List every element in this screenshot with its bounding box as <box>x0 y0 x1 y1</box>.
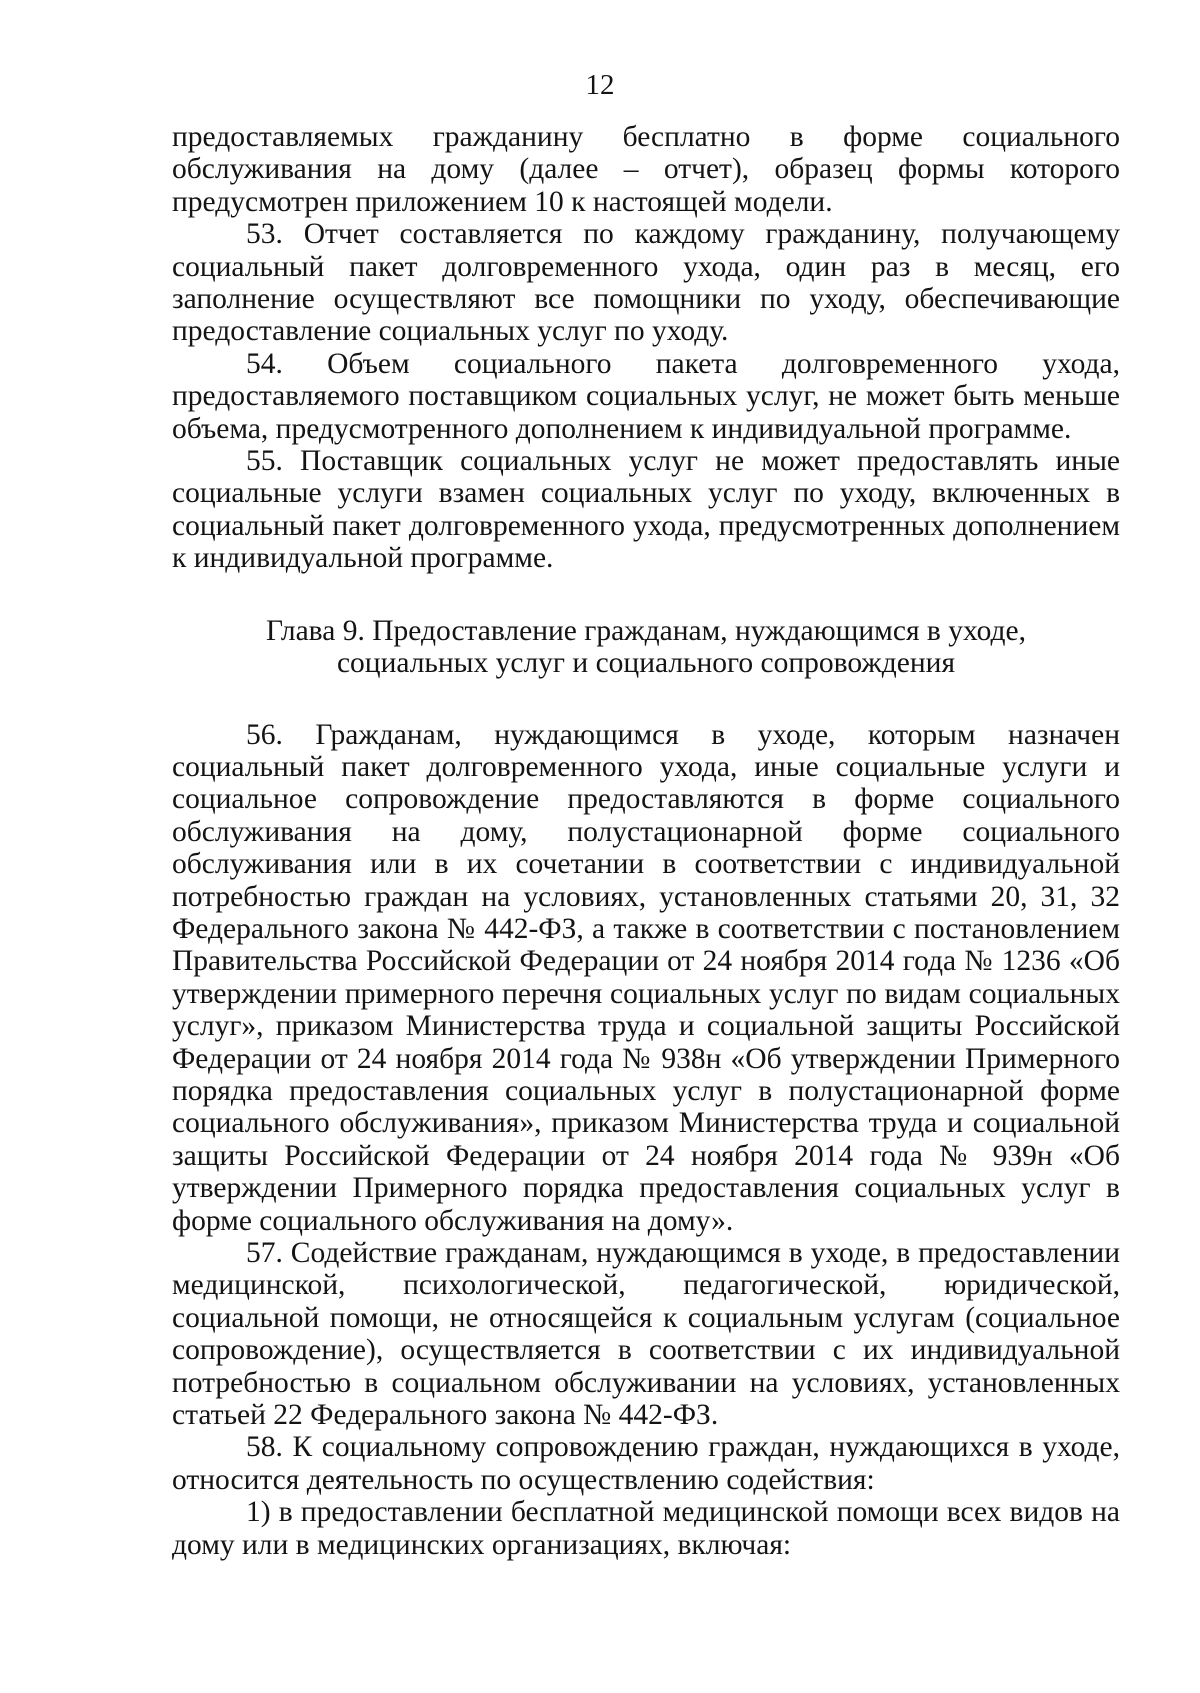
paragraph-56: 56. Гражданам, нуждающимся в уходе, которым назначен социальный пакет долговременного ухода, иные социальные услуги и социальное сопровождение предоставляются в форме социального обслуживания на дому, полустационарной форме социального обслуживания или в их сочетании в соответствии с индивидуальной потребностью граждан на условиях, установленных статьями 20, 31, 32 Федерального закона № 442-ФЗ, а также в соответствии с постановлением Правительства Российской Федерации от 24 ноября 2014 года № 1236 «Об утверждении примерного перечня социальных услуг по видам социальных услуг», приказом Министерства труда и социальной защиты Российской Федерации от 24 ноября 2014 года № 938н «Об утверждении Примерного порядка предоставления социальных услуг в полустационарной форме социального обслуживания», приказом Министерства труда и социальной защиты Российской Федерации от 24 ноября 2014 года № 939н «Об утверждении Примерного порядка предоставления социальных услуг в форме социального обслуживания на дому». <box>172 718 1120 1237</box>
paragraph-58-item-1: 1) в предоставлении бесплатной медицинской помощи всех видов на дому или в медицинских организациях, включая: <box>172 1496 1120 1561</box>
chapter-heading-line-2: социальных услуг и социального сопровождения <box>336 647 956 680</box>
paragraph-54: 54. Объем социального пакета долговременного ухода, предоставляемого поставщиком социальных услуг, не может быть меньше объема, предусмотренного дополнением к индивидуальной программе. <box>172 347 1120 445</box>
chapter-heading-line-1: Глава 9. Предоставление гражданам, нуждающимся в уходе, <box>266 614 1026 647</box>
paragraph-57: 57. Содействие гражданам, нуждающимся в уходе, в предоставлении медицинской, психологической, педагогической, юридической, социальной помощи, не относящейся к социальным услугам (социальное сопровождение), осуществляется в соответствии с их индивидуальной потребностью в социальном обслуживании на условиях, установленных статьей 22 Федерального закона № 442-ФЗ. <box>172 1237 1120 1432</box>
page-number: 12 <box>585 69 615 101</box>
paragraph-58: 58. К социальному сопровождению граждан, нуждающихся в уходе, относится деятельность по осуществлению содействия: <box>172 1431 1120 1496</box>
paragraph-55: 55. Поставщик социальных услуг не может предоставлять иные социальные услуги взамен социальных услуг по уходу, включенных в социальный пакет долговременного ухода, предусмотренных дополнением к индивидуальной программе. <box>172 445 1120 575</box>
document-body <box>172 121 1120 1561</box>
paragraph-53: 53. Отчет составляется по каждому гражданину, получающему социальный пакет долговременного ухода, один раз в месяц, его заполнение осуществляют все помощники по уходу, обеспечивающие предоставление социальных услуг по уходу. <box>172 218 1120 348</box>
paragraph-continuation: предоставляемых гражданину бесплатно в форме социального обслуживания на дому (далее – отчет), образец формы которого предусмотрен приложением 10 к настоящей модели. <box>172 121 1120 218</box>
chapter-heading <box>172 615 1120 680</box>
